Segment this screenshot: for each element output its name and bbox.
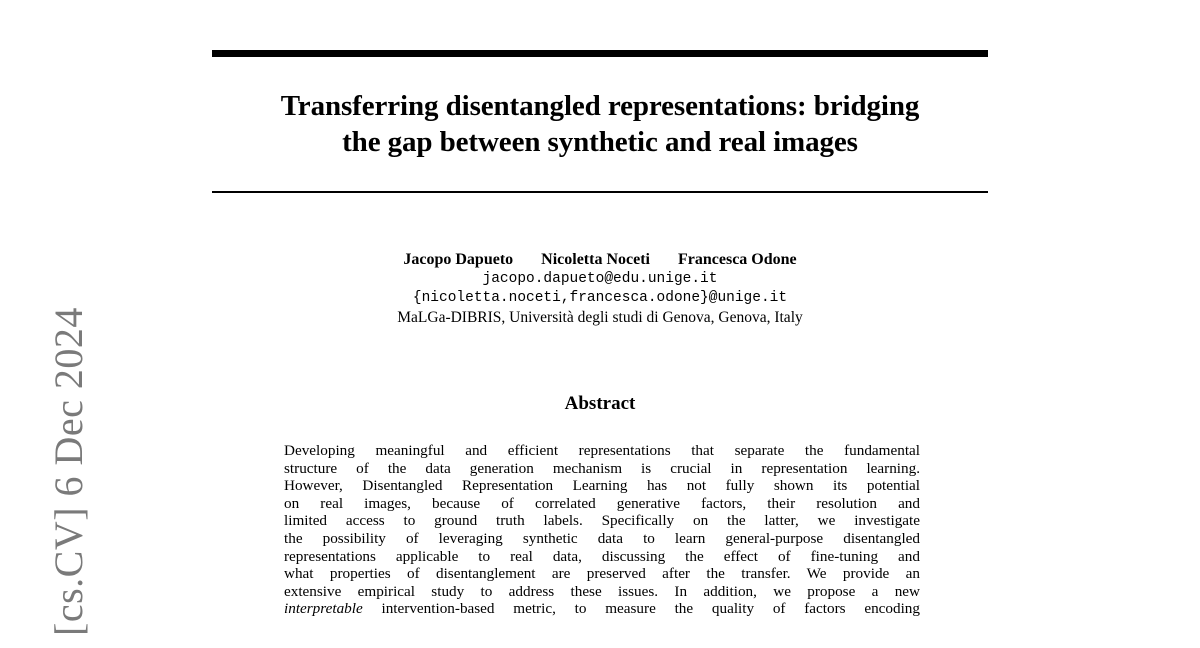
title-top-rule [212,50,988,57]
abstract-line: structure of the data generation mechanism is crucial in representation learning. [284,459,920,477]
title-line-2: the gap between synthetic and real images [342,126,858,158]
abstract-line: on real images, because of correlated generative factors, their resolution and [284,494,920,512]
author-email-group: {nicoletta.noceti,francesca.odone}@unige.it [412,290,788,306]
title-bottom-rule [212,191,988,193]
abstract-italic-term: interpretable [284,600,363,618]
abstract-line: limited access to ground truth labels. Specifically on the latter, we investigate [284,512,920,530]
author-name: Jacopo Dapueto [403,251,514,268]
author-affiliation: MaLGa-DIBRIS, Università degli studi di Genova, Genova, Italy [397,309,803,326]
author-name: Francesca Odone [677,251,797,268]
paper-title [212,88,988,160]
abstract-line-last [284,600,920,618]
author-name: Nicoletta Noceti [541,251,650,268]
title-line-1: Transferring disentangled representations: bridging [280,90,920,122]
abstract-line: extensive empirical study to address these issues. In addition, we propose a new [284,582,920,600]
abstract-line: what properties of disentanglement are preserved after the transfer. We provide an [284,565,920,583]
abstract-line: representations applicable to real data, discussing the effect of fine-tuning and [284,547,920,565]
author-email-primary: jacopo.dapueto@edu.unige.it [482,271,718,287]
author-names [212,250,988,270]
abstract-body [284,442,920,618]
abstract-line-rest: intervention-based metric, to measure the quality of factors encoding [362,600,920,618]
abstract-line: the possibility of leveraging synthetic data to learn general-purpose disentangled [284,529,920,547]
abstract-line: Developing meaningful and efficient representations that separate the fundamental [284,442,920,459]
arxiv-side-stamp: [cs.CV] 6 Dec 2024 [46,307,91,636]
abstract-line: However, Disentangled Representation Learning has not fully shown its potential [284,477,920,495]
abstract-heading: Abstract [564,393,636,414]
author-block [212,250,988,327]
